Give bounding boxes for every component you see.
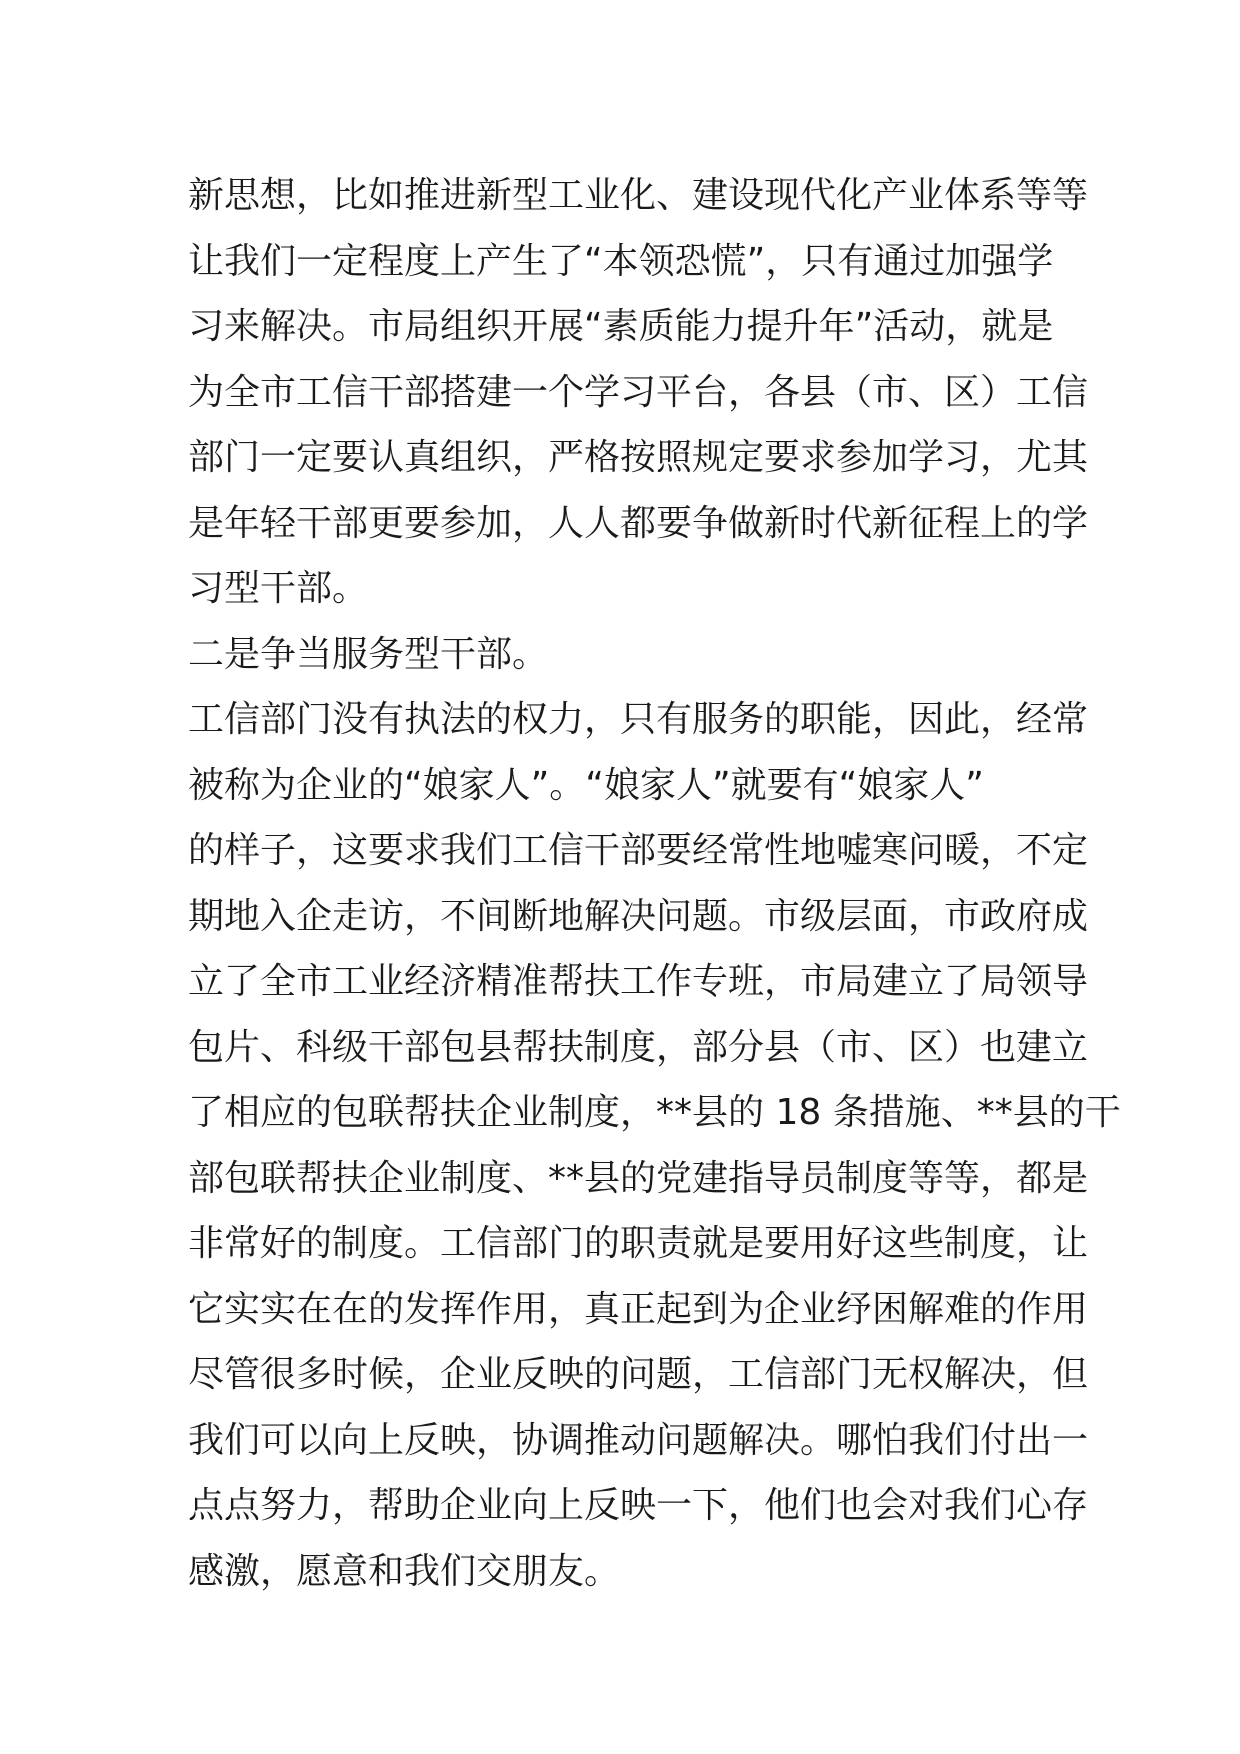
text-line-16: 部包联帮扶企业制度、**县的党建指导员制度等等，都是 bbox=[188, 1157, 1089, 1199]
text-line-13: 立了全市工业经济精准帮扶工作专班，市局建立了局领导 bbox=[188, 961, 1089, 1002]
text-line-12: 期地入企走访，不间断地解决问题。市级层面，市政府成 bbox=[188, 895, 1089, 937]
text-line-21: 点点努力，帮助企业向上反映一下，他们也会对我们心存 bbox=[188, 1485, 1089, 1526]
text-line-14: 包片、科级干部包县帮扶制度，部分县（市、区）也建立 bbox=[188, 1026, 1089, 1068]
text-line-20: 我们可以向上反映，协调推动问题解决。哪怕我们付出一 bbox=[188, 1419, 1089, 1461]
text-line-19: 尽管很多时候，企业反映的问题，工信部门无权解决，但 bbox=[188, 1354, 1089, 1395]
text-line-5: 部门一定要认真组织，严格按照规定要求参加学习，尤其 bbox=[188, 437, 1089, 478]
text-line-17: 非常好的制度。工信部门的职责就是要用好这些制度，让 bbox=[188, 1223, 1089, 1264]
text-line-9: 工信部门没有执法的权力，只有服务的职能，因此，经常 bbox=[188, 699, 1089, 740]
text-line-7: 习型干部。 bbox=[188, 568, 369, 609]
text-line-10: 被称为企业的“娘家人”。“娘家人”就要有“娘家人” bbox=[188, 764, 984, 806]
text-line-1: 新思想，比如推进新型工业化、建设现代化产业体系等等 bbox=[188, 175, 1089, 216]
body-text bbox=[188, 163, 1121, 1604]
text-line-6: 是年轻干部更要参加，人人都要争做新时代新征程上的学 bbox=[188, 502, 1089, 544]
text-line-18: 它实实在在的发挥作用，真正起到为企业纾困解难的作用 bbox=[188, 1288, 1089, 1330]
text-line-2: 让我们一定程度上产生了“本领恐慌”，只有通过加强学 bbox=[188, 240, 1054, 282]
text-line-22: 感激，愿意和我们交朋友。 bbox=[188, 1550, 621, 1592]
text-line-11: 的样子，这要求我们工信干部要经常性地嘘寒问暖，不定 bbox=[188, 830, 1089, 871]
section-heading: 二是争当服务型干部。 bbox=[188, 633, 549, 675]
text-line-3: 习来解决。市局组织开展“素质能力提升年”活动，就是 bbox=[188, 306, 1054, 347]
text-line-4: 为全市工信干部搭建一个学习平台，各县（市、区）工信 bbox=[188, 371, 1089, 413]
text-line-15: 了相应的包联帮扶企业制度，**县的 18 条措施、**县的干 bbox=[188, 1092, 1121, 1133]
